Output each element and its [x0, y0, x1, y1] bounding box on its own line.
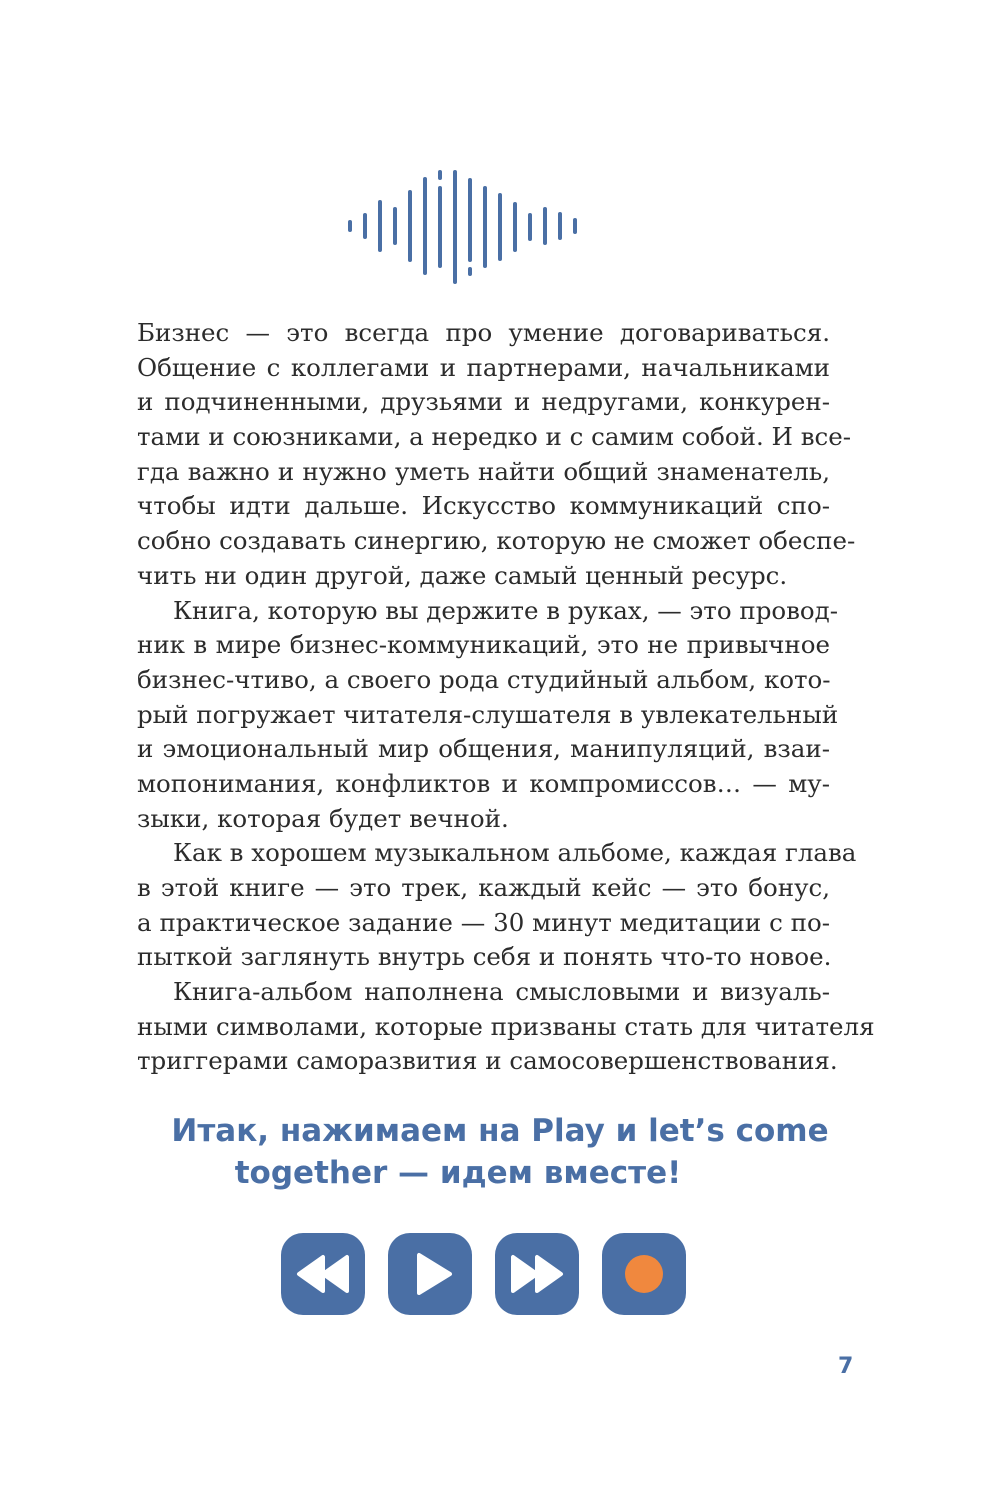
text-line: бизнес-чтиво, а своего рода студийный альбом, кото- — [137, 664, 831, 694]
paragraph — [137, 836, 857, 975]
cta-line: Итак, нажимаем на Play и let’s come — [171, 1113, 829, 1149]
play-button[interactable] — [388, 1233, 472, 1315]
text-line: мопонимания, конфликтов и компромиссов… — му- — [137, 768, 830, 798]
text-line: ник в мире бизнес-коммуникаций, это не привычное — [137, 630, 830, 660]
record-icon — [602, 1233, 686, 1315]
record-button[interactable] — [602, 1233, 686, 1315]
text-line: Книга, которую вы держите в руках, — это провод- — [173, 595, 839, 625]
page-number: 7 — [838, 1354, 854, 1379]
text-line: триггерами саморазвития и самосовершенствования. — [137, 1046, 838, 1076]
text-line: Как в хорошем музыкальном альбоме, каждая глава — [173, 838, 857, 868]
call-to-action — [150, 1110, 850, 1194]
sound-wave-icon — [340, 166, 580, 288]
text-line: чить ни один другой, даже самый ценный ресурс. — [137, 560, 788, 590]
fast-forward-icon — [495, 1233, 579, 1315]
text-line: собно создавать синергию, которую не сможет обеспе- — [137, 526, 856, 556]
fast-forward-button[interactable] — [495, 1233, 579, 1315]
text-line: и подчиненными, друзьями и недругами, конкурен- — [137, 387, 830, 417]
text-line: Книга-альбом наполнена смысловыми и визуаль- — [173, 977, 830, 1007]
text-line: а практическое задание — 30 минут медитации с по- — [137, 907, 830, 937]
text-line: рый погружает читателя-слушателя в увлекательный — [137, 699, 839, 729]
rewind-icon — [281, 1233, 365, 1315]
text-line: гда важно и нужно уметь найти общий знаменатель, — [137, 456, 830, 486]
paragraph — [137, 594, 839, 837]
paragraph — [137, 975, 875, 1079]
player-controls — [281, 1233, 686, 1315]
text-line: тами и союзниками, а нередко и с самим собой. И все- — [137, 422, 852, 452]
text-line: Общение с коллегами и партнерами, начальниками — [137, 352, 830, 382]
rewind-button[interactable] — [281, 1233, 365, 1315]
text-line: зыки, которая будет вечной. — [137, 803, 509, 833]
cta-line: together — идем вместе! — [234, 1155, 682, 1191]
play-icon — [388, 1233, 472, 1315]
paragraph — [137, 316, 856, 594]
text-line: в этой книге — это трек, каждый кейс — это бонус, — [137, 873, 830, 902]
text-line: Бизнес — это всегда про умение договариваться. — [137, 318, 830, 347]
body-text — [137, 316, 875, 1079]
text-line: чтобы идти дальше. Искусство коммуникаций спо- — [137, 491, 830, 521]
text-line: ными символами, которые призваны стать для читателя — [137, 1011, 875, 1041]
text-line: и эмоциональный мир общения, манипуляций, взаи- — [137, 734, 830, 764]
text-line: пыткой заглянуть внутрь себя и понять что-то новое. — [137, 942, 832, 972]
